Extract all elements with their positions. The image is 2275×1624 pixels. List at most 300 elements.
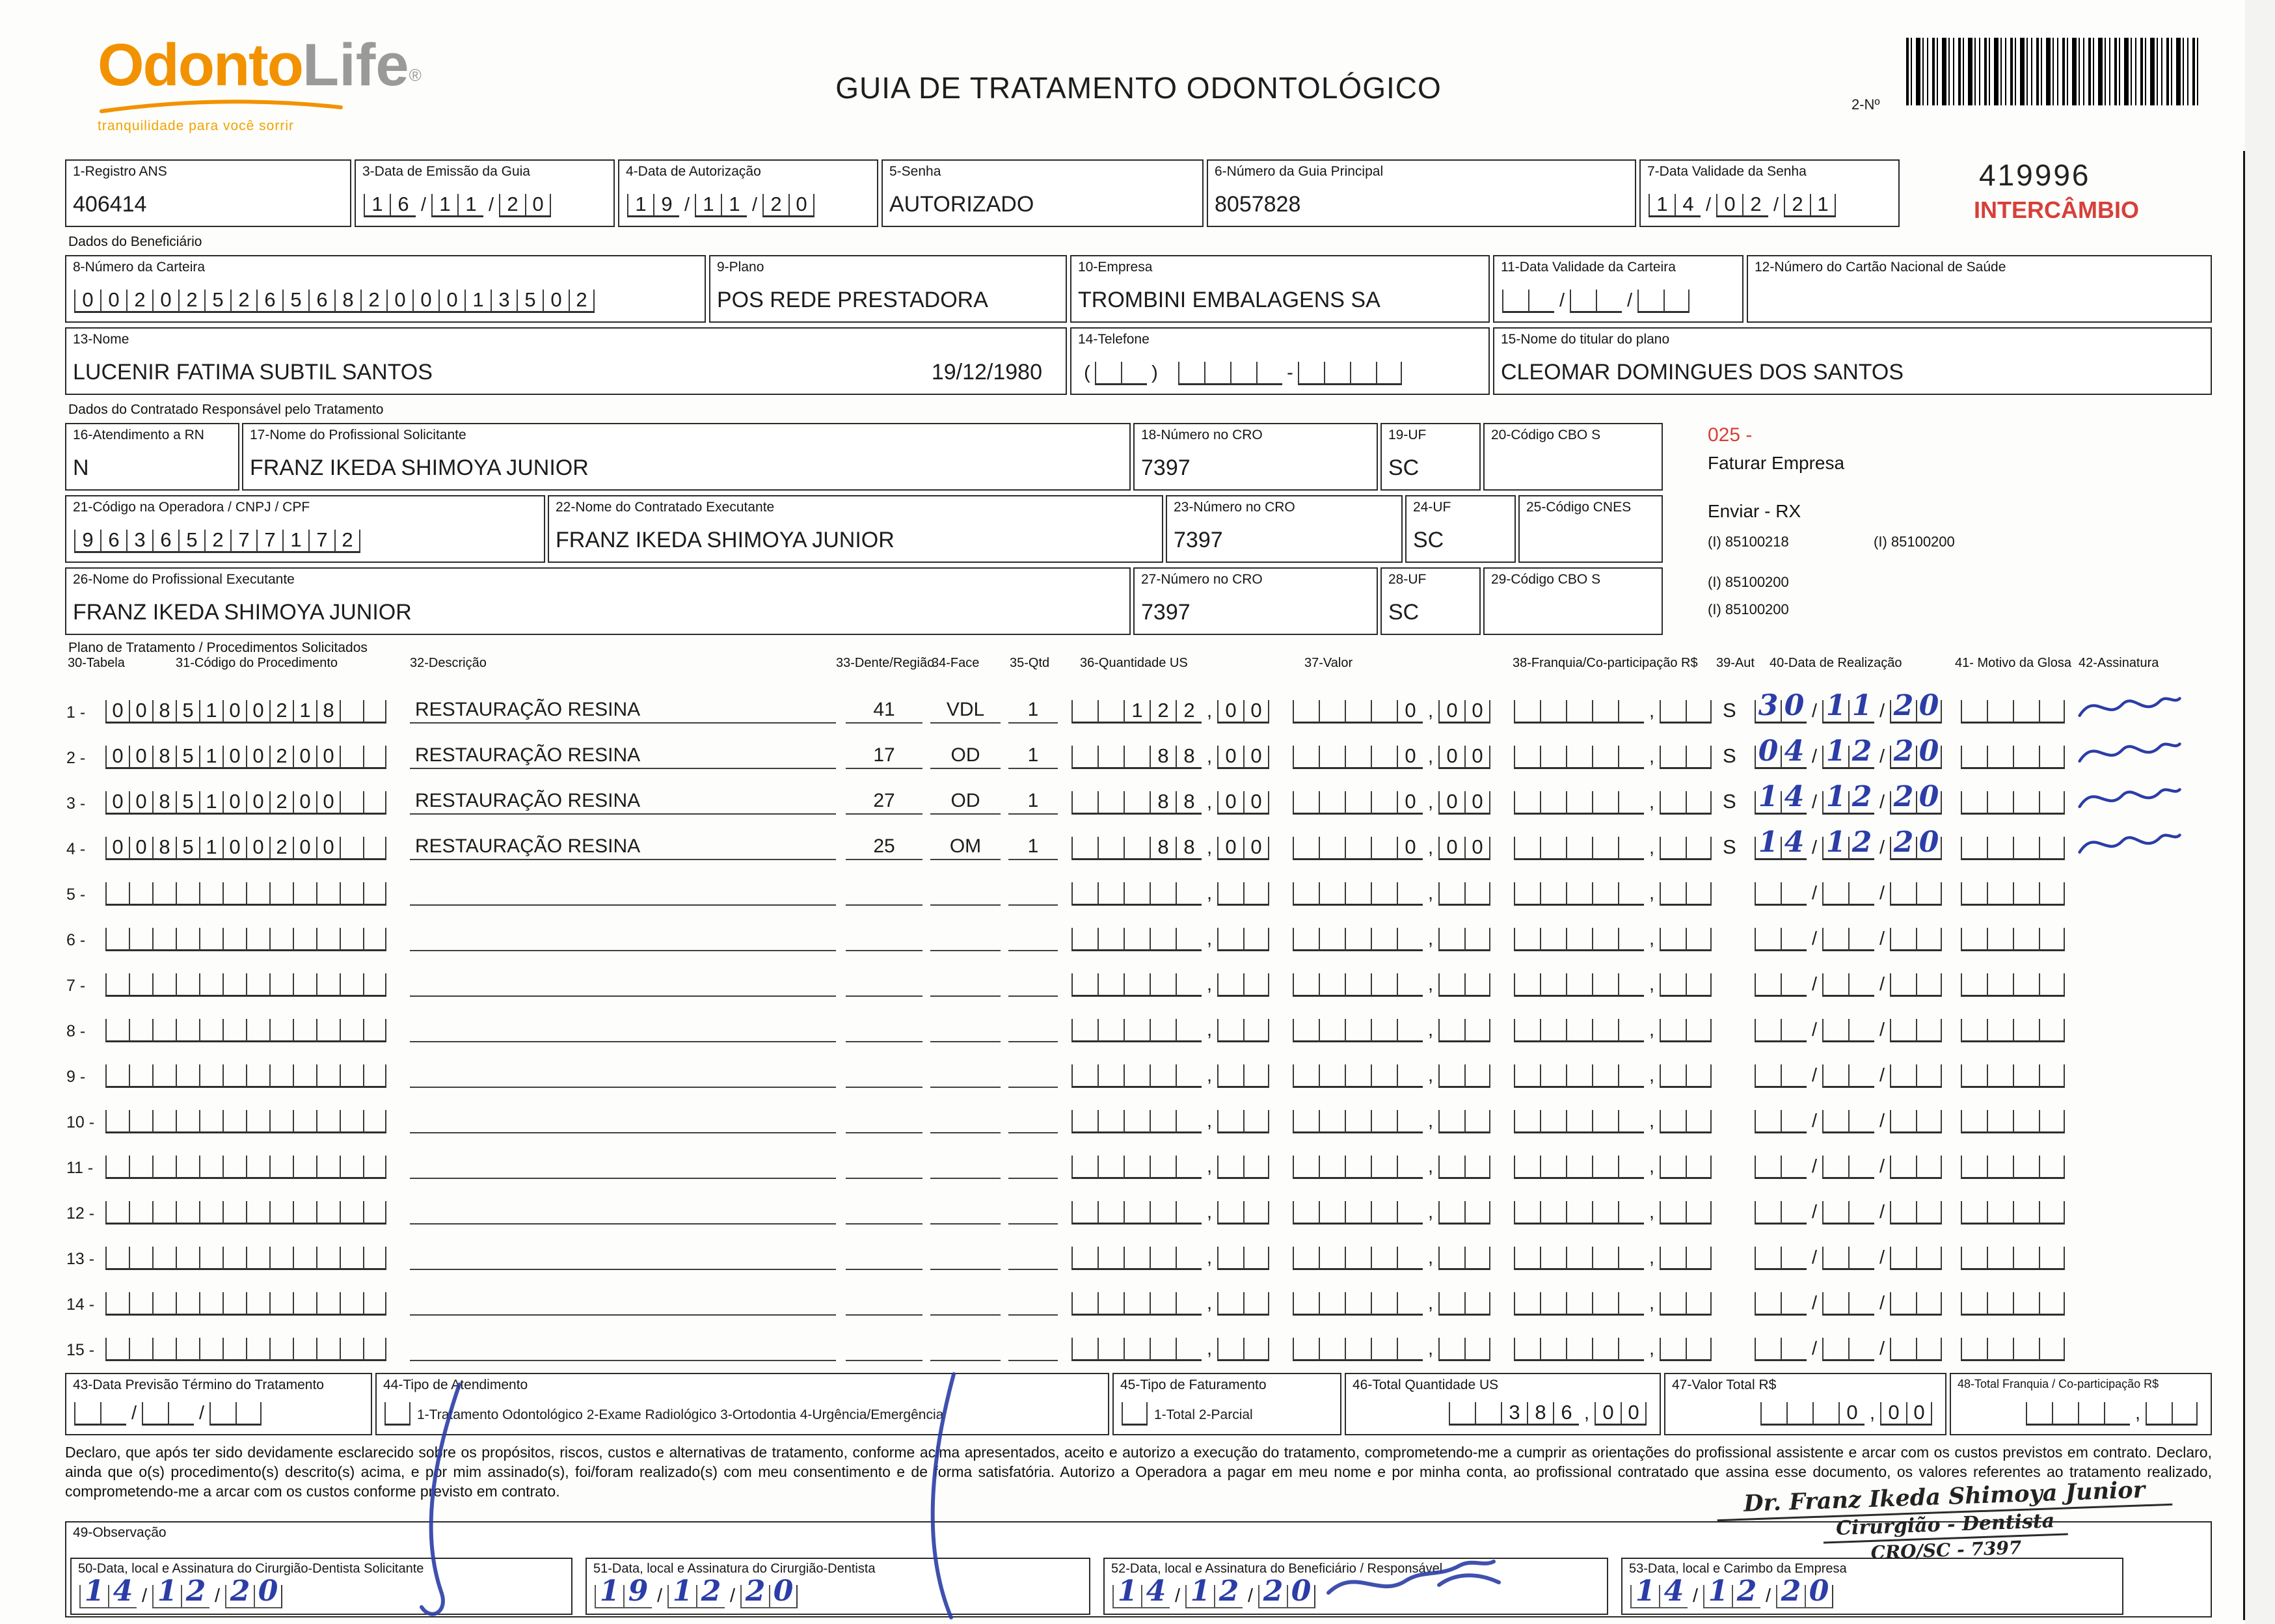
franchise-comb: ,	[1514, 1064, 1712, 1088]
franchise-comb: ,	[1514, 1247, 1712, 1270]
field-carimbo-empresa	[1621, 1558, 2123, 1615]
procedure-description	[410, 1014, 836, 1042]
field-label: 19-UF	[1388, 427, 1427, 442]
row-number: 5 -	[66, 886, 86, 904]
tooth-region	[846, 1059, 922, 1088]
row-number: 4 -	[66, 840, 86, 858]
col-header: 39-Aut	[1716, 656, 1755, 670]
row-number: 14 -	[66, 1295, 95, 1314]
field-label: 20-Código CBO S	[1491, 427, 1601, 442]
realization-date-comb: / /	[1755, 1064, 1942, 1088]
field-label: 4-Data de Autorização	[626, 164, 761, 179]
tooth-face	[930, 1014, 1001, 1042]
row-number: 11 -	[66, 1159, 94, 1177]
procedure-code-comb	[105, 882, 386, 906]
field-cro-solicitante	[1133, 423, 1378, 491]
field-label: 24-UF	[1413, 500, 1451, 515]
quantity	[1008, 1150, 1058, 1179]
realization-date-comb: / /	[1755, 1338, 1942, 1361]
franchise-comb: ,	[1514, 1156, 1712, 1179]
procedure-code-comb	[105, 1338, 386, 1361]
intercambio-flag: INTERCÂMBIO	[1974, 196, 2139, 223]
field-label: 13-Nome	[73, 332, 129, 347]
glosa-comb	[1961, 1019, 2065, 1042]
glosa-comb	[1961, 882, 2065, 906]
franchise-comb: ,	[1514, 791, 1712, 815]
assinatura-dentista-data-comb: 1 9 / 1 2 / 2 0	[595, 1585, 1083, 1608]
side-note-code-1a: (I) 85100218	[1708, 534, 1789, 550]
tooth-region	[846, 1287, 922, 1316]
realization-date-comb: / /	[1755, 1247, 1942, 1270]
glosa-comb	[1961, 700, 2065, 724]
procedure-row	[65, 867, 2212, 912]
numero-carteira-comb: 0 0 2 0 2 5 2 6 5 6 8 2 0 0 0 1 3 5 0 2	[74, 290, 698, 313]
value-comb: ,	[1293, 1156, 1490, 1179]
us-quantity-comb: 8 8 , 0 0	[1071, 791, 1269, 815]
procedure-description: RESTAURAÇÃO RESINA	[410, 832, 836, 860]
glosa-comb	[1961, 1247, 2065, 1270]
field-atendimento-rn	[65, 423, 239, 491]
declaration-text: Declaro, que após ter sido devidamente esclarecido sobre os propósitos, riscos, custos e alternativas de tratamento, conforme acima apresentados, aceito e autorizo a execução do tratamento, comprometendo-me a cumprir as orientações do profissional assistente e arcar com os custos previstos em contrato. Declaro, ainda que o(s) procedimento(s) descrito(s) acima, e por mim assinado(s), foi/foram realizado(s) com meu consentimento e de forma satisfatória. Autorizo a Operadora a pagar em meu nome e por minha conta, ao profissional contratado que assina esse documento, os valores referentes ao tratamento realizado, comprometendo-me a arcar com os custos conforme previsto em contrato.	[65, 1444, 2212, 1500]
logo-wordmark	[98, 31, 422, 100]
procedure-description: RESTAURAÇÃO RESINA	[410, 786, 836, 815]
procedure-row	[65, 1094, 2212, 1140]
value-comb: ,	[1293, 1110, 1490, 1133]
valor-total-comb: 0 , 0 0	[1760, 1402, 1932, 1426]
procedure-code-comb	[105, 928, 386, 951]
field-label: 50-Data, local e Assinatura do Cirurgião-Dentista Solicitante	[78, 1562, 424, 1576]
tooth-face	[930, 968, 1001, 997]
quantity	[1008, 923, 1058, 951]
field-assinatura-dentista	[586, 1558, 1090, 1615]
field-label: 45-Tipo de Faturamento	[1120, 1377, 1267, 1392]
realization-date-comb: / /	[1755, 882, 1942, 906]
tooth-face	[930, 877, 1001, 906]
telefone-comb: ( ) -	[1079, 362, 1482, 385]
field-label: 18-Número no CRO	[1141, 427, 1263, 442]
field-label: 49-Observação	[73, 1525, 167, 1540]
us-quantity-comb: ,	[1071, 1110, 1269, 1133]
col-header: 42-Assinatura	[2079, 656, 2159, 670]
procedure-code-comb	[105, 1292, 386, 1316]
row-number: 8 -	[66, 1022, 86, 1040]
carimbo-empresa-data-comb: 1 4 / 1 2 / 2 0	[1630, 1585, 2116, 1608]
realization-date-comb: / /	[1755, 1292, 1942, 1316]
us-quantity-comb: ,	[1071, 928, 1269, 951]
value-comb: 0 , 0 0	[1293, 746, 1490, 769]
field-label: 5-Senha	[889, 164, 941, 179]
procedure-row	[65, 821, 2212, 867]
realization-date-comb: / /	[1755, 1019, 1942, 1042]
assinatura-solicitante-data-comb: 1 4 / 1 2 / 2 0	[79, 1585, 565, 1608]
procedure-code-comb: 0 0 8 5 1 0 0 2 0 0	[105, 791, 386, 815]
us-quantity-comb: ,	[1071, 973, 1269, 997]
realization-date-comb: / /	[1755, 1156, 1942, 1179]
col-header: 36-Quantidade US	[1080, 656, 1188, 670]
field-nome-beneficiario	[65, 327, 1067, 395]
procedure-code-comb: 0 0 8 5 1 0 0 2 0 0	[105, 746, 386, 769]
field-assinatura-beneficiario	[1103, 1558, 1608, 1615]
field-label: 29-Código CBO S	[1491, 572, 1601, 587]
field-value: SC	[1413, 528, 1444, 552]
beneficiary-birthdate: 19/12/1980	[931, 360, 1042, 385]
tooth-region	[846, 1241, 922, 1270]
logo-life-text: Life	[303, 32, 409, 98]
field-label: 25-Código CNES	[1526, 500, 1632, 515]
glosa-comb	[1961, 746, 2065, 769]
field-label: 21-Código na Operadora / CNPJ / CPF	[73, 500, 310, 515]
field-label: 23-Número no CRO	[1174, 500, 1295, 515]
procedure-description	[410, 968, 836, 997]
us-quantity-comb: ,	[1071, 1247, 1269, 1270]
field-label: 14-Telefone	[1078, 332, 1150, 347]
tooth-face	[930, 1059, 1001, 1088]
procedure-code-comb	[105, 1201, 386, 1225]
value-comb: ,	[1293, 1338, 1490, 1361]
quantity	[1008, 1105, 1058, 1133]
side-note-code-1b: (I) 85100200	[1874, 534, 1955, 550]
tooth-face	[930, 1333, 1001, 1361]
field-value: 7397	[1174, 528, 1223, 552]
field-data-emissao	[355, 159, 615, 227]
field-cro-executante	[1166, 495, 1403, 563]
procedure-code-comb	[105, 1110, 386, 1133]
row-signature	[2075, 825, 2183, 864]
tooth-region: 41	[846, 695, 922, 724]
value-comb: ,	[1293, 1292, 1490, 1316]
scan-edge-artifact	[2243, 151, 2245, 1620]
field-label: 48-Total Franquia / Co-participação R$	[1958, 1377, 2159, 1390]
procedure-description	[410, 1287, 836, 1316]
field-validade-carteira	[1493, 255, 1743, 323]
tooth-region: 25	[846, 832, 922, 860]
row-number: 6 -	[66, 931, 86, 949]
data-emissao-comb: 1 6 / 1 1 / 2 0	[364, 194, 607, 217]
tooth-region	[846, 877, 922, 906]
tooth-region: 27	[846, 786, 922, 815]
col-header: 32-Descrição	[410, 656, 487, 670]
row-number: 7 -	[66, 977, 86, 995]
field-label: 44-Tipo de Atendimento	[383, 1377, 528, 1392]
us-quantity-comb: ,	[1071, 1019, 1269, 1042]
field-total-franquia	[1950, 1373, 2212, 1435]
quantity	[1008, 877, 1058, 906]
franchise-comb: ,	[1514, 1338, 1712, 1361]
quantity	[1008, 1014, 1058, 1042]
validade-senha-comb: 1 4 / 0 2 / 2 1	[1649, 194, 1892, 217]
realization-date-comb: 3 0 / 1 1 / 2 0	[1755, 700, 1942, 724]
field-label: 26-Nome do Profissional Executante	[73, 572, 295, 587]
procedure-row	[65, 730, 2212, 776]
realization-date-comb: 1 4 / 1 2 / 2 0	[1755, 837, 1942, 860]
us-quantity-comb: 8 8 , 0 0	[1071, 746, 1269, 769]
previsao-termino-comb: / /	[74, 1402, 364, 1426]
field-value: TROMBINI EMBALAGENS SA	[1078, 288, 1380, 312]
tooth-region	[846, 923, 922, 951]
field-registro-ans	[65, 159, 351, 227]
franchise-comb: ,	[1514, 1110, 1712, 1133]
tooth-face	[930, 923, 1001, 951]
procedures-table-body	[65, 684, 2212, 1368]
procedure-row	[65, 912, 2212, 958]
value-comb: 0 , 0 0	[1293, 700, 1490, 724]
field-label: 16-Atendimento a RN	[73, 427, 204, 442]
quantity	[1008, 968, 1058, 997]
field-assinatura-solicitante	[70, 1558, 572, 1615]
tooth-region	[846, 1150, 922, 1179]
value-comb: 0 , 0 0	[1293, 837, 1490, 860]
field-valor-total	[1664, 1373, 1946, 1435]
quantity	[1008, 1287, 1058, 1316]
tooth-region	[846, 968, 922, 997]
quantity: 1	[1008, 786, 1058, 815]
procedure-description	[410, 1241, 836, 1270]
tooth-face	[930, 1150, 1001, 1179]
realization-date-comb: 1 4 / 1 2 / 2 0	[1755, 791, 1942, 815]
us-quantity-comb: 1 2 2 , 0 0	[1071, 700, 1269, 724]
row-number: 3 -	[66, 794, 86, 813]
franchise-comb: ,	[1514, 973, 1712, 997]
field-label: 7-Data Validade da Senha	[1647, 164, 1807, 179]
field-label: 51-Data, local e Assinatura do Cirurgião-Dentista	[593, 1562, 876, 1576]
barcode-number-label: 2-Nº	[1851, 96, 1880, 113]
field-uf-solicitante	[1380, 423, 1481, 491]
tooth-face: OM	[930, 832, 1001, 860]
row-signature	[2075, 688, 2183, 727]
procedure-code-comb	[105, 1019, 386, 1042]
logo-odonto-text: Odonto	[98, 32, 303, 98]
col-header: 34-Face	[932, 656, 980, 670]
authorized-flag: S	[1723, 699, 1736, 722]
field-uf-prof-executante	[1380, 567, 1481, 635]
realization-date-comb: / /	[1755, 928, 1942, 951]
field-total-us	[1345, 1373, 1661, 1435]
procedure-row	[65, 1049, 2212, 1094]
procedure-row	[65, 1185, 2212, 1231]
value-comb: ,	[1293, 1247, 1490, 1270]
glosa-comb	[1961, 928, 2065, 951]
field-value: SC	[1388, 600, 1420, 625]
procedure-description	[410, 1105, 836, 1133]
franchise-comb: ,	[1514, 837, 1712, 860]
field-guia-principal	[1207, 159, 1636, 227]
field-telefone	[1070, 327, 1490, 395]
glosa-comb	[1961, 1201, 2065, 1225]
glosa-comb	[1961, 1292, 2065, 1316]
field-value: 8057828	[1215, 192, 1301, 217]
beneficiary-name: LUCENIR FATIMA SUBTIL SANTOS	[73, 360, 433, 385]
col-header: 31-Código do Procedimento	[176, 656, 338, 670]
section-beneficiario: Dados do Beneficiário	[68, 234, 202, 249]
us-quantity-comb: ,	[1071, 882, 1269, 906]
field-value: 406414	[73, 192, 147, 217]
us-quantity-comb: ,	[1071, 1338, 1269, 1361]
franchise-comb: ,	[1514, 1019, 1712, 1042]
value-comb: ,	[1293, 1019, 1490, 1042]
col-header: 38-Franquia/Co-participação R$	[1513, 656, 1698, 670]
tooth-region	[846, 1333, 922, 1361]
franchise-comb: ,	[1514, 700, 1712, 724]
field-cbo-prof-executante	[1483, 567, 1663, 635]
tooth-face: VDL	[930, 695, 1001, 724]
field-empresa	[1070, 255, 1490, 323]
tooth-face: OD	[930, 740, 1001, 769]
side-note-code-2: (I) 85100200	[1708, 574, 1789, 590]
row-signature	[2075, 734, 2183, 773]
side-note-code-3: (I) 85100200	[1708, 601, 1789, 617]
field-label: 11-Data Validade da Carteira	[1501, 260, 1676, 275]
field-value: 7397	[1141, 455, 1191, 480]
tooth-region	[846, 1105, 922, 1133]
procedure-code-comb	[105, 1064, 386, 1088]
field-value: AUTORIZADO	[889, 192, 1034, 217]
col-header: 35-Qtd	[1010, 656, 1050, 670]
authorized-flag: S	[1723, 790, 1736, 813]
field-label: 43-Data Previsão Término do Tratamento	[73, 1377, 324, 1392]
glosa-comb	[1961, 837, 2065, 860]
field-value: CLEOMAR DOMINGUES DOS SANTOS	[1501, 360, 1904, 385]
field-label: 8-Número da Carteira	[73, 260, 206, 275]
value-comb: ,	[1293, 882, 1490, 906]
field-titular-plano	[1493, 327, 2212, 395]
procedure-row	[65, 776, 2212, 821]
procedure-row	[65, 1322, 2212, 1368]
field-cartao-nacional	[1747, 255, 2212, 323]
side-note-enviar: Enviar - RX	[1708, 501, 1801, 521]
field-label: 52-Data, local e Assinatura do Beneficiário / Responsável	[1111, 1562, 1443, 1576]
logo-swoosh	[98, 100, 345, 115]
quantity	[1008, 1196, 1058, 1225]
field-label: 17-Nome do Profissional Solicitante	[250, 427, 466, 442]
procedure-row	[65, 684, 2212, 730]
tooth-region	[846, 1196, 922, 1225]
procedure-description	[410, 1196, 836, 1225]
procedure-row	[65, 1003, 2212, 1049]
procedure-code-comb: 0 0 8 5 1 0 0 2 0 0	[105, 837, 386, 860]
quantity	[1008, 1241, 1058, 1270]
field-label: 3-Data de Emissão da Guia	[362, 164, 530, 179]
row-number: 13 -	[66, 1250, 95, 1268]
field-value: N	[73, 455, 89, 480]
franchise-comb: ,	[1514, 746, 1712, 769]
col-header: 41- Motivo da Glosa	[1955, 656, 2071, 670]
logo-tagline: tranquilidade para você sorrir	[98, 118, 294, 133]
scan-paper-margin	[2245, 0, 2275, 1624]
tooth-region: 17	[846, 740, 922, 769]
field-value: FRANZ IKEDA SHIMOYA JUNIOR	[556, 528, 895, 552]
field-label: 28-UF	[1388, 572, 1427, 587]
procedure-description	[410, 923, 836, 951]
field-value: FRANZ IKEDA SHIMOYA JUNIOR	[73, 600, 412, 625]
procedure-description	[410, 1059, 836, 1088]
row-number: 9 -	[66, 1068, 86, 1086]
value-comb: ,	[1293, 928, 1490, 951]
glosa-comb	[1961, 1338, 2065, 1361]
tipo-atendimento-checkbox	[384, 1402, 411, 1426]
codigo-operadora-comb: 9 6 3 6 5 2 7 7 1 7 2	[74, 530, 537, 553]
authorized-flag: S	[1723, 744, 1736, 767]
tooth-face: OD	[930, 786, 1001, 815]
realization-date-comb: 0 4 / 1 2 / 2 0	[1755, 746, 1942, 769]
field-previsao-termino	[65, 1373, 372, 1435]
field-tipo-atendimento	[375, 1373, 1109, 1435]
side-note-codigo: 025 -	[1708, 424, 1753, 446]
field-label: 53-Data, local e Carimbo da Empresa	[1629, 1562, 1847, 1576]
field-label: 1-Registro ANS	[73, 164, 167, 179]
us-quantity-comb: ,	[1071, 1064, 1269, 1088]
tooth-region	[846, 1014, 922, 1042]
section-plano-tratamento: Plano de Tratamento / Procedimentos Solicitados	[68, 640, 368, 655]
procedure-row	[65, 1140, 2212, 1185]
total-us-comb: 3 8 6 , 0 0	[1449, 1402, 1647, 1426]
total-franquia-comb: ,	[2026, 1402, 2198, 1426]
field-label: 47-Valor Total R$	[1672, 1377, 1777, 1392]
row-number: 2 -	[66, 749, 86, 767]
value-comb: ,	[1293, 1201, 1490, 1225]
field-plano	[709, 255, 1067, 323]
tooth-face	[930, 1241, 1001, 1270]
franchise-comb: ,	[1514, 1201, 1712, 1225]
quantity: 1	[1008, 695, 1058, 724]
registered-mark: ®	[409, 65, 422, 85]
glosa-comb	[1961, 1064, 2065, 1088]
assinatura-beneficiario-data-comb: 1 4 / 1 2 / 2 0	[1112, 1585, 1600, 1608]
procedure-description	[410, 877, 836, 906]
quantity: 1	[1008, 832, 1058, 860]
field-data-autorizacao	[618, 159, 878, 227]
field-senha	[882, 159, 1204, 227]
field-cro-prof-executante	[1133, 567, 1378, 635]
field-label: 22-Nome do Contratado Executante	[556, 500, 775, 515]
row-number: 15 -	[66, 1341, 95, 1359]
tipo-atendimento-options: 1-Tratamento Odontológico 2-Exame Radiológico 3-Ortodontia 4-Urgência/Emergência	[417, 1407, 944, 1422]
tooth-face	[930, 1287, 1001, 1316]
glosa-comb	[1961, 1156, 2065, 1179]
data-autorizacao-comb: 1 9 / 1 1 / 2 0	[627, 194, 870, 217]
us-quantity-comb: ,	[1071, 1156, 1269, 1179]
page-title: GUIA DE TRATAMENTO ODONTOLÓGICO	[835, 71, 1442, 105]
field-prof-solicitante	[242, 423, 1131, 491]
col-header: 40-Data de Realização	[1770, 656, 1902, 670]
value-comb: ,	[1293, 973, 1490, 997]
row-number: 10 -	[66, 1113, 95, 1131]
col-header: 30-Tabela	[68, 656, 125, 670]
procedure-code-comb	[105, 1247, 386, 1270]
field-label: 12-Número do Cartão Nacional de Saúde	[1755, 260, 2006, 275]
field-label: 10-Empresa	[1078, 260, 1153, 275]
glosa-comb	[1961, 973, 2065, 997]
field-label: 9-Plano	[717, 260, 764, 275]
field-value: 7397	[1141, 600, 1191, 625]
quantity	[1008, 1059, 1058, 1088]
field-value: POS REDE PRESTADORA	[717, 288, 988, 312]
col-header: 37-Valor	[1304, 656, 1353, 670]
quantity	[1008, 1333, 1058, 1361]
glosa-comb	[1961, 791, 2065, 815]
procedure-description	[410, 1333, 836, 1361]
side-note-faturar: Faturar Empresa	[1708, 453, 1845, 473]
realization-date-comb: / /	[1755, 1201, 1942, 1225]
row-signature	[2075, 779, 2183, 819]
field-uf-executante	[1405, 495, 1516, 563]
stamp-cro: CRO/SC - 7397	[1870, 1536, 2022, 1564]
tooth-face	[930, 1105, 1001, 1133]
field-prof-executante	[65, 567, 1131, 635]
procedure-row	[65, 1231, 2212, 1277]
authorized-flag: S	[1723, 835, 1736, 858]
validade-carteira-comb: / /	[1502, 290, 1736, 313]
us-quantity-comb: 8 8 , 0 0	[1071, 837, 1269, 860]
